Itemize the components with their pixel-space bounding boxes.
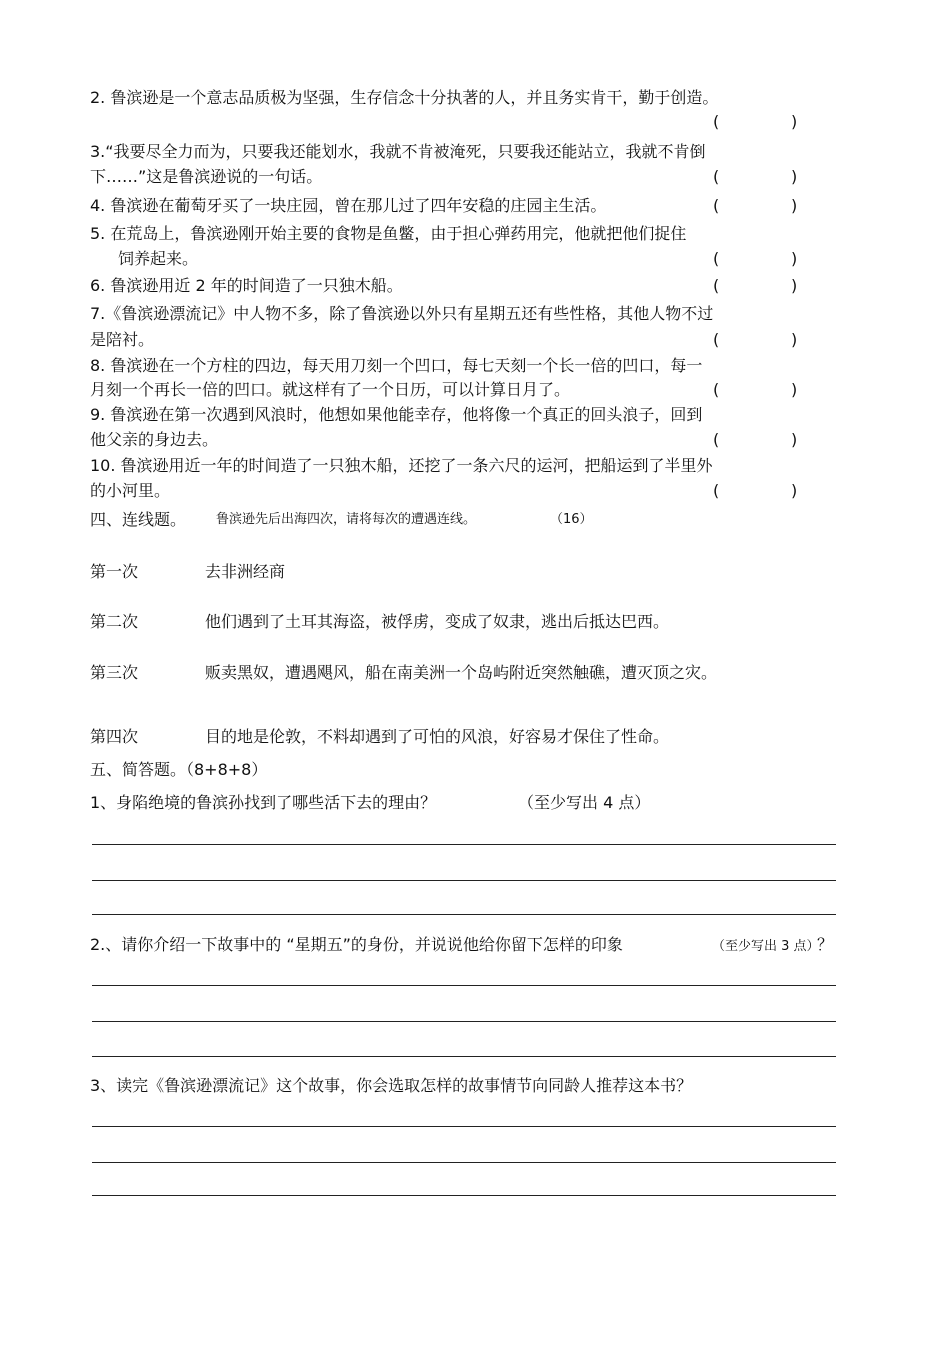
- judge-item-4-answer[interactable]: ( ): [713, 196, 798, 215]
- answer-line[interactable]: [92, 1126, 836, 1127]
- section4-title: 四、连线题。: [90, 510, 187, 529]
- judge-item-3-line-1: 3.“我要尽全力而为，只要我还能划水，我就不肯被淹死，只要我还能站立，我就不肯倒: [90, 142, 706, 161]
- judge-item-7-line-1: 7.《鲁滨逊漂流记》中人物不多，除了鲁滨逊以外只有星期五还有些性格，其他人物不过: [90, 304, 714, 323]
- question-1-text: 1、身陷绝境的鲁滨孙找到了哪些活下去的理由？: [90, 793, 437, 812]
- section4-instruction: 鲁滨逊先后出海四次，请将每次的遭遇连线。: [216, 512, 477, 527]
- judge-item-10-line-2: 的小河里。: [90, 481, 171, 500]
- judge-item-7-answer[interactable]: ( ): [713, 330, 798, 349]
- judge-item-6-answer[interactable]: ( ): [713, 276, 798, 295]
- judge-item-5-line-2: 饲养起来。: [118, 249, 199, 268]
- question-2-text: 2.、请你介绍一下故事中的 “星期五”的身份，并说说他给你留下怎样的印象: [90, 935, 623, 954]
- answer-line[interactable]: [92, 914, 836, 915]
- answer-line[interactable]: [92, 1056, 836, 1057]
- question-1-note: （至少写出 4 点）: [518, 793, 651, 812]
- judge-item-10-line-1: 10. 鲁滨逊用近一年的时间造了一只独木船，还挖了一条六尺的运河，把船运到了半里外: [90, 456, 713, 475]
- judge-item-3-answer[interactable]: ( ): [713, 167, 798, 186]
- judge-item-8-answer[interactable]: ( ): [713, 380, 798, 399]
- answer-line[interactable]: [92, 1021, 836, 1022]
- judge-item-2-answer[interactable]: ( ): [713, 112, 798, 131]
- section4-points: （16）: [550, 512, 593, 527]
- judge-item-9-line-1: 9. 鲁滨逊在第一次遇到风浪时，他想如果他能幸存，他将像一个真正的回头浪子，回到: [90, 405, 703, 424]
- judge-item-8-line-2: 月刻一个再长一倍的凹口。就这样有了一个日历，可以计算日月了。: [90, 380, 571, 399]
- question-3-text: 3、读完《鲁滨逊漂流记》这个故事，你会选取怎样的故事情节向同龄人推荐这本书？: [90, 1076, 693, 1095]
- match-right-3[interactable]: 贩卖黑奴，遭遇飓风，船在南美洲一个岛屿附近突然触礁，遭灭顶之灾。: [205, 663, 718, 682]
- section5-title: 五、简答题。（8+8+8）: [90, 760, 268, 779]
- judge-item-3-line-2: 下……”这是鲁滨逊说的一句话。: [90, 167, 323, 186]
- match-left-1[interactable]: 第一次: [90, 562, 139, 581]
- question-2-tail: ？: [817, 935, 834, 954]
- match-right-4[interactable]: 目的地是伦敦，不料却遇到了可怕的风浪，好容易才保住了性命。: [205, 727, 670, 746]
- answer-line[interactable]: [92, 1195, 836, 1196]
- judge-item-6-line-1: 6. 鲁滨逊用近 2 年的时间造了一只独木船。: [90, 276, 403, 295]
- question-2-note: （至少写出 3 点）: [712, 939, 820, 954]
- judge-item-5-answer[interactable]: ( ): [713, 249, 798, 268]
- answer-line[interactable]: [92, 880, 836, 881]
- judge-item-2-line-1: 2. 鲁滨逊是一个意志品质极为坚强，生存信念十分执著的人，并且务实肯干，勤于创造。: [90, 88, 719, 107]
- judge-item-5-line-1: 5. 在荒岛上，鲁滨逊刚开始主要的食物是鱼鳖，由于担心弹药用完，他就把他们捉住: [90, 224, 687, 243]
- judge-item-8-line-1: 8. 鲁滨逊在一个方柱的四边，每天用刀刻一个凹口，每七天刻一个长一倍的凹口，每一: [90, 356, 703, 375]
- match-left-4[interactable]: 第四次: [90, 727, 139, 746]
- answer-line[interactable]: [92, 985, 836, 986]
- judge-item-4-line-1: 4. 鲁滨逊在葡萄牙买了一块庄园，曾在那儿过了四年安稳的庄园主生活。: [90, 196, 607, 215]
- judge-item-10-answer[interactable]: ( ): [713, 481, 798, 500]
- judge-item-9-line-2: 他父亲的身边去。: [90, 430, 219, 449]
- judge-item-7-line-2: 是陪衬。: [90, 330, 155, 349]
- answer-line[interactable]: [92, 844, 836, 845]
- match-left-2[interactable]: 第二次: [90, 612, 139, 631]
- judge-item-9-answer[interactable]: ( ): [713, 430, 798, 449]
- match-right-1[interactable]: 去非洲经商: [205, 562, 286, 581]
- match-left-3[interactable]: 第三次: [90, 663, 139, 682]
- match-right-2[interactable]: 他们遇到了土耳其海盗，被俘虏，变成了奴隶，逃出后抵达巴西。: [205, 612, 670, 631]
- answer-line[interactable]: [92, 1162, 836, 1163]
